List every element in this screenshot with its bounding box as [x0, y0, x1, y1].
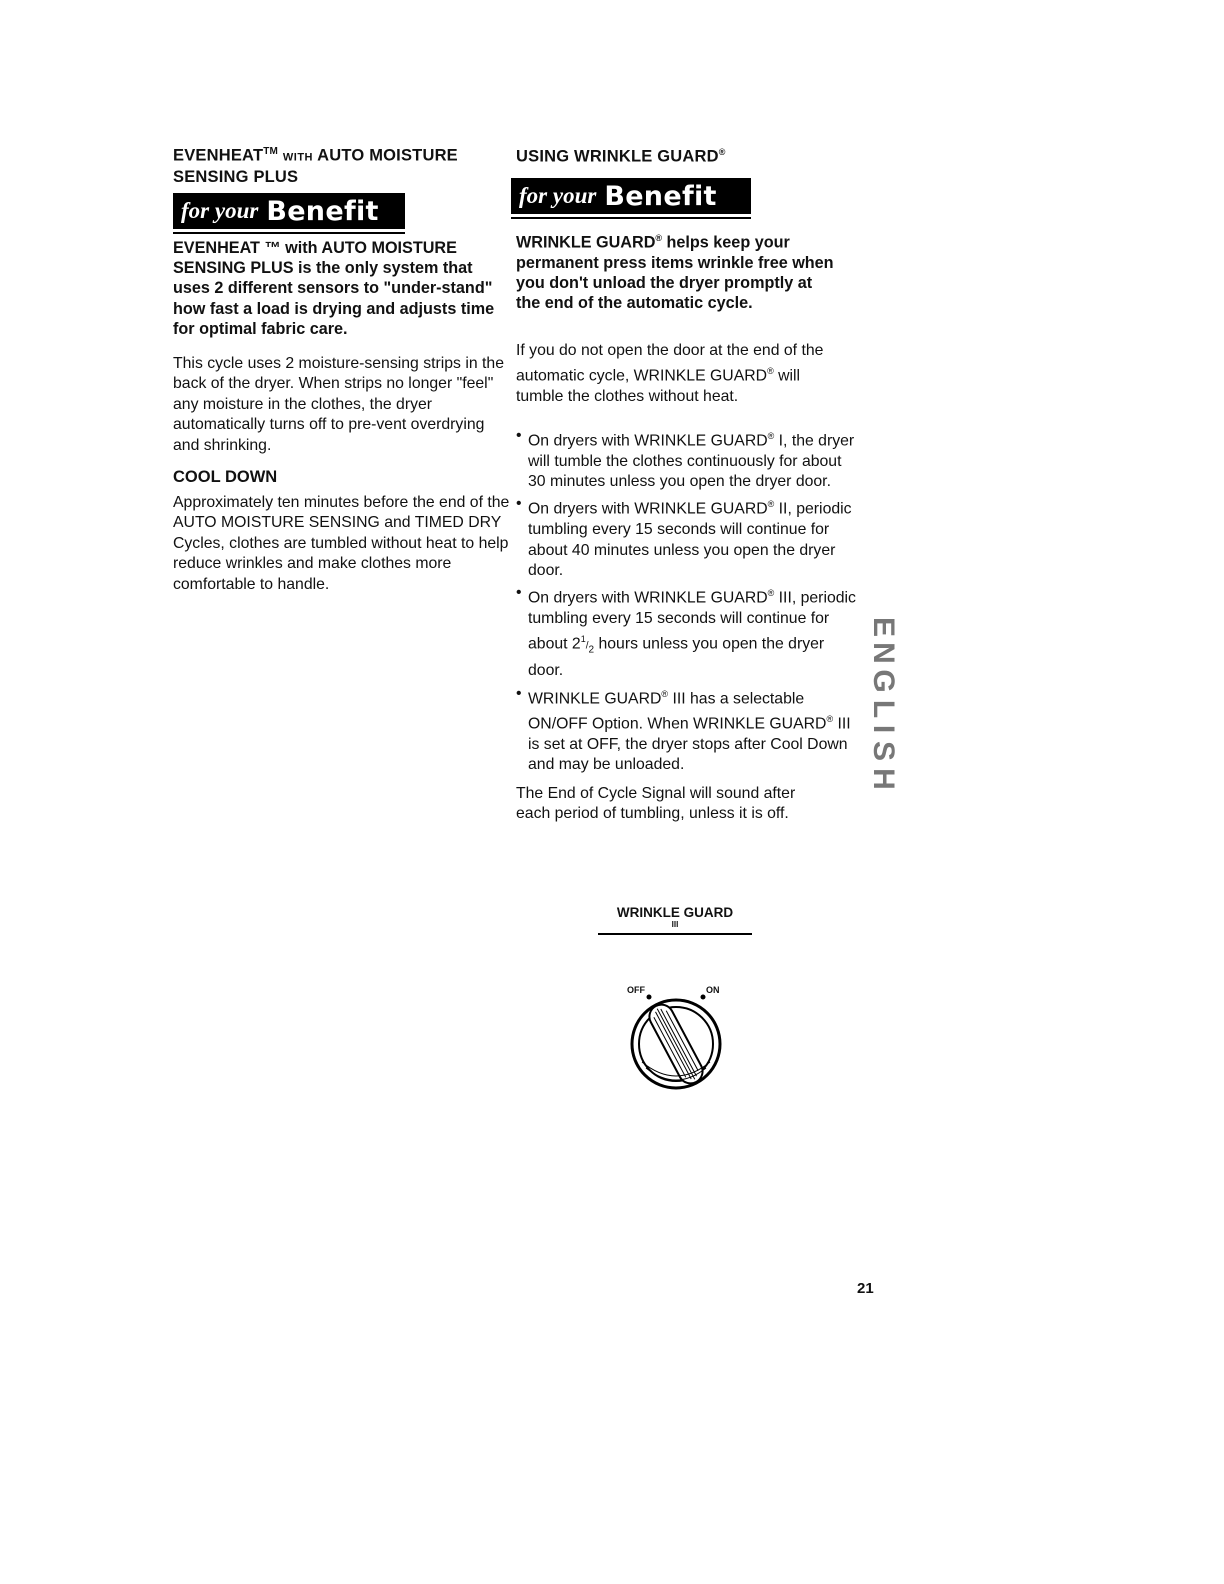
list-item: • On dryers with WRINKLE GUARD® III, periodic tumbling every 15 seconds will continue for about $2^1/_2$ hours unless you open the dryer door. [516, 584, 856, 680]
wrinkle-guard-lead-paragraph: WRINKLE GUARD® helps keep your permanent press items wrinkle free when you don't unload the dryer promptly at the end of the automatic cycle. [516, 233, 834, 312]
wrinkle-guard-dial-illustration [598, 905, 752, 935]
list-item: • On dryers with WRINKLE GUARD® II, periodic tumbling every 15 seconds will continue for about 40 minutes unless you open the dryer door. [516, 495, 852, 579]
end-of-cycle-paragraph: The End of Cycle Signal will sound after each period of tumbling, unless it is off. [516, 785, 796, 823]
evenheat-body-paragraph: This cycle uses 2 moisture-sensing strips in the back of the dryer. When strips no longer "feel" any moisture in the clothes, the dryer automatically turns off to pre-vent overdrying and shrinking. [173, 355, 504, 454]
for-your-benefit-banner-right [511, 178, 751, 219]
cool-down-paragraph: Approximately ten minutes before the end of the AUTO MOISTURE SENSING and TIMED DRY Cycles, clothes are tumbled without heat to help reduce wrinkles and make clothes more comfortable to handle. [173, 494, 510, 593]
banner-benefit: Benefit [604, 180, 717, 212]
dial-on-label: ON [706, 985, 720, 995]
section-heading-wrinkle-guard: USING WRINKLE GUARD® [516, 147, 726, 166]
dial-off-label: OFF [627, 985, 645, 995]
wrinkle-guard-intro: If you do not open the door at the end of the automatic cycle, WRINKLE GUARD® will tumble the clothes without heat. [516, 342, 824, 406]
section-heading-evenheat: EVENHEAT™ WITH AUTO MOISTURE SENSING PLUS [173, 146, 458, 186]
page-number: 21 [857, 1280, 874, 1297]
dial-title: WRINKLE GUARD [616, 905, 734, 920]
dial-subtitle: III [671, 920, 679, 929]
wrinkle-guard-bullet-list [516, 426, 858, 778]
cool-down-heading: COOL DOWN [173, 468, 278, 486]
evenheat-lead-paragraph: EVENHEAT ™ with AUTO MOISTURE SENSING PLUS is the only system that uses 2 different sensors to "under-stand" how fast a load is drying and adjusts time for optimal fabric care. [173, 239, 495, 338]
banner-underline [173, 232, 405, 234]
list-item: • On dryers with WRINKLE GUARD® I, the dryer will tumble the clothes continuously for about 30 minutes unless you open the dryer door. [516, 427, 855, 491]
for-your-benefit-banner [173, 193, 405, 234]
dial-knob-icon [628, 992, 724, 1092]
banner-for-your: for your [181, 198, 259, 223]
banner-underline [511, 217, 751, 219]
dial-title-underline [598, 933, 752, 935]
banner-for-your: for your [519, 183, 597, 208]
list-item: • WRINKLE GUARD® III has a selectable ON/OFF Option. When WRINKLE GUARD® III is set at OFF, the dryer stops after Cool Down and may be unloaded. [516, 684, 851, 774]
language-tab-english: E N G L I S H [867, 616, 900, 790]
banner-benefit: Benefit [266, 195, 379, 227]
